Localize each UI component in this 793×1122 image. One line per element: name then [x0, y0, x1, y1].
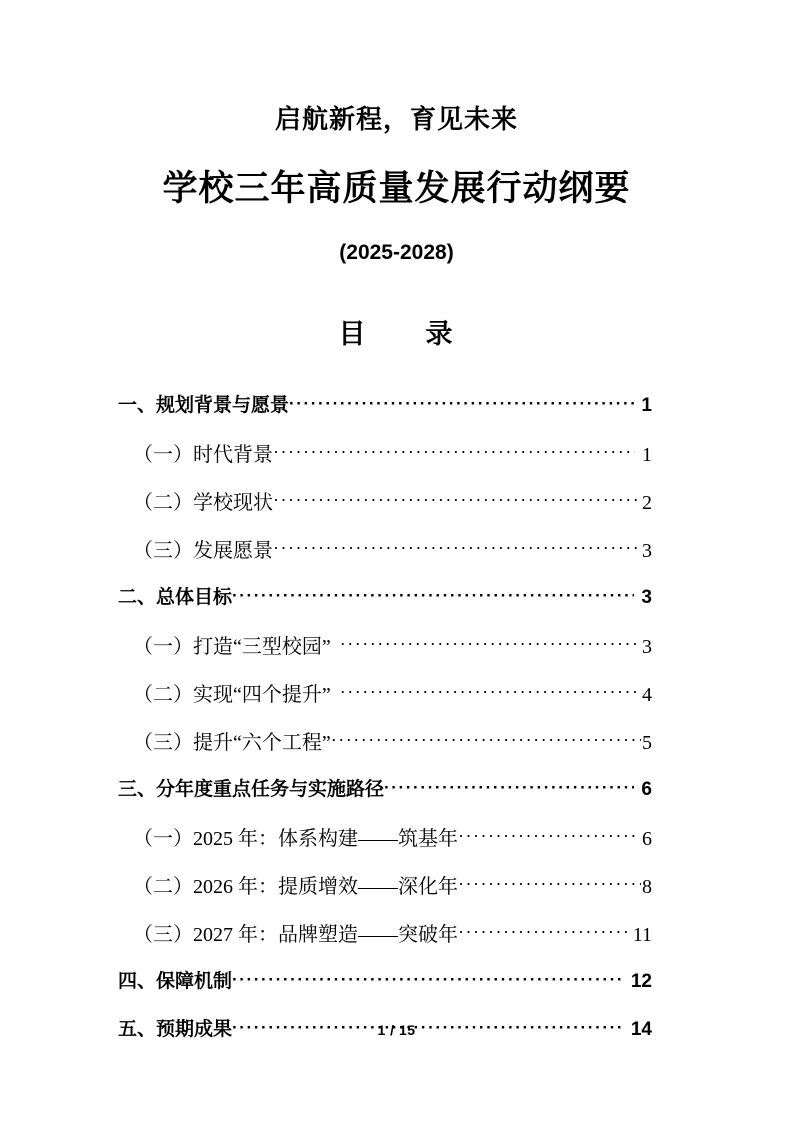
toc-dot-leader — [273, 443, 635, 461]
toc-entry[interactable] — [118, 678, 652, 726]
document-period: (2025-2028) — [339, 240, 454, 264]
toc-entry-label: （三）2027 年：品牌塑造——突破年 — [133, 924, 458, 946]
toc-dot-leader — [331, 731, 641, 749]
toc-entry[interactable] — [118, 630, 652, 678]
toc-entry-label: （一）2025 年：体系构建——筑基年 — [133, 828, 458, 850]
toc-dot-leader — [458, 827, 635, 845]
toc-entry[interactable] — [118, 870, 652, 918]
toc-page-number: 3 — [641, 587, 652, 608]
table-of-contents — [118, 390, 652, 1062]
toc-dot-leader — [273, 491, 641, 509]
toc-entry-label: （二）2026 年：提质增效——深化年 — [133, 876, 458, 898]
toc-entry[interactable] — [118, 534, 652, 582]
toc-page-number: 1 — [641, 395, 652, 416]
toc-entry[interactable] — [118, 774, 652, 822]
toc-entry[interactable] — [118, 966, 652, 1014]
toc-entry-label: （二）学校现状 — [133, 492, 273, 514]
toc-entry-label: （一）时代背景 — [133, 444, 273, 466]
toc-entry-label: 一、规划背景与愿景 — [118, 395, 290, 416]
toc-entry-label: （二）实现“四个提升” — [133, 684, 331, 706]
document-slogan: 启航新程，育见未来 — [274, 104, 518, 134]
toc-dot-leader — [458, 923, 632, 941]
toc-page-number: 3 — [642, 636, 652, 658]
toc-entry[interactable] — [118, 822, 652, 870]
toc-page-number: 5 — [642, 732, 652, 754]
toc-entry[interactable] — [118, 726, 652, 774]
toc-page-number: 11 — [632, 924, 652, 946]
toc-entry[interactable] — [118, 390, 652, 438]
toc-entry[interactable] — [118, 582, 652, 630]
toc-entry-label: （三）提升“六个工程” — [133, 732, 331, 754]
toc-dot-leader — [273, 539, 641, 557]
toc-entry-label: 四、保障机制 — [118, 971, 233, 992]
toc-page-number: 3 — [642, 540, 652, 562]
toc-page-number: 4 — [642, 684, 652, 706]
toc-page-number: 14 — [630, 1019, 652, 1040]
toc-dot-leader — [232, 971, 624, 988]
toc-dot-leader — [384, 779, 634, 796]
toc-entry-label: 二、总体目标 — [118, 587, 233, 608]
toc-dot-leader — [232, 587, 634, 604]
toc-page-number: 6 — [642, 828, 652, 850]
toc-dot-leader — [331, 635, 641, 653]
title-block — [0, 104, 793, 265]
toc-entry-label: 三、分年度重点任务与实施路径 — [118, 779, 385, 800]
toc-entry-label: 五、预期成果 — [118, 1019, 233, 1040]
toc-page-number: 6 — [641, 779, 652, 800]
table-of-contents-heading: 目 录 — [338, 319, 455, 349]
toc-page-number: 2 — [642, 492, 652, 514]
toc-entry[interactable] — [118, 918, 652, 966]
toc-page-number: 1 — [642, 444, 652, 466]
page-footer: 1 / 15 — [377, 1022, 416, 1038]
document-title: 学校三年高质量发展行动纲要 — [162, 169, 631, 209]
toc-entry-label: （一）打造“三型校园” — [133, 636, 331, 658]
toc-entry-label: （三）发展愿景 — [133, 540, 273, 562]
toc-page-number: 8 — [642, 876, 652, 898]
toc-entry[interactable] — [118, 486, 652, 534]
toc-dot-leader — [289, 395, 634, 412]
toc-dot-leader — [458, 875, 641, 893]
toc-dot-leader — [331, 683, 641, 701]
toc-entry[interactable] — [118, 438, 652, 486]
toc-page-number: 12 — [630, 971, 652, 992]
